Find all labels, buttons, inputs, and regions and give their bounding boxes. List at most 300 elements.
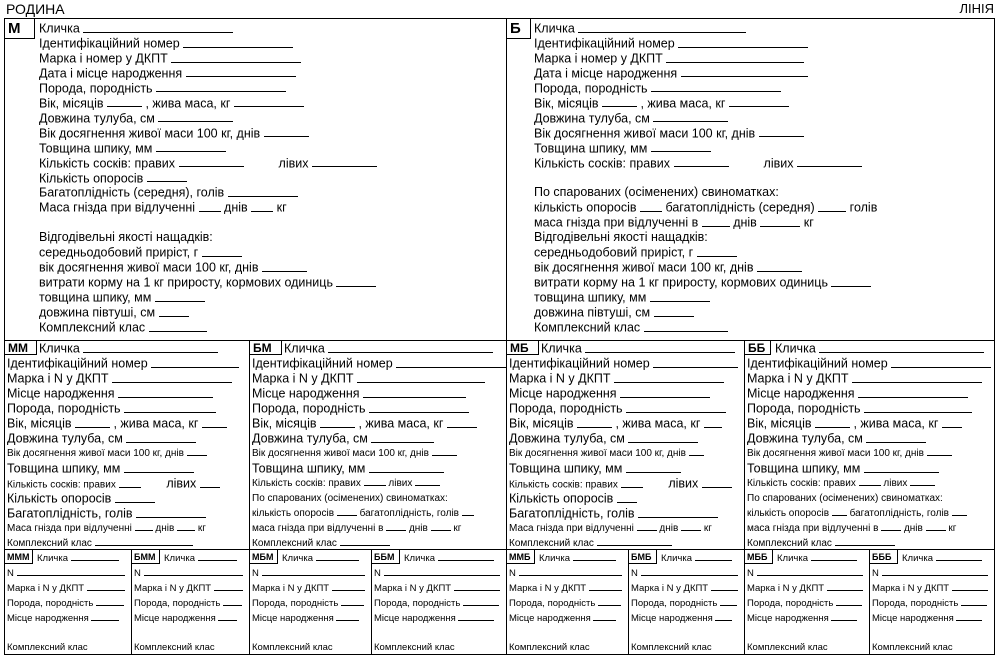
- field-label: Комплексний клас: [747, 642, 828, 653]
- field-label: , жива маса, кг: [853, 416, 939, 431]
- field-label: Кличка: [37, 553, 68, 565]
- fill-blank[interactable]: [96, 597, 124, 606]
- form-line: [509, 461, 681, 477]
- field-label: Товщина шпику, мм: [534, 141, 648, 156]
- fill-blank[interactable]: [864, 461, 939, 473]
- fill-blank[interactable]: [589, 582, 622, 591]
- fill-blank[interactable]: [177, 522, 195, 532]
- field-label: Довжина тулуба, см: [7, 431, 123, 446]
- form-line: [39, 245, 242, 261]
- fill-blank[interactable]: [135, 522, 153, 532]
- form-line: [509, 567, 622, 580]
- field-label: лівих: [388, 478, 413, 489]
- fill-blank[interactable]: [858, 386, 968, 398]
- section-small-2: [131, 549, 250, 655]
- fill-blank[interactable]: [151, 356, 239, 368]
- fill-blank[interactable]: [432, 447, 457, 457]
- field-label: Комплексний клас: [252, 538, 337, 549]
- form-line: [39, 156, 377, 172]
- form-line: [534, 275, 871, 291]
- fill-blank[interactable]: [341, 597, 364, 606]
- section-bb: [744, 340, 995, 550]
- fill-blank[interactable]: [650, 290, 710, 302]
- section-tag: МББ: [745, 550, 773, 564]
- field-label: Вік досягнення живої маси 100 кг, днів: [7, 448, 184, 459]
- fill-blank[interactable]: [363, 386, 466, 398]
- field-unit: кг: [703, 523, 712, 534]
- form-line: [404, 552, 494, 565]
- field-label: N: [872, 568, 879, 580]
- form-line: [661, 552, 732, 565]
- fill-blank[interactable]: [729, 96, 789, 108]
- fill-blank[interactable]: [214, 582, 243, 591]
- field-label: днів: [408, 523, 428, 534]
- fill-blank[interactable]: [156, 141, 226, 153]
- form-line: [252, 446, 457, 461]
- fill-blank[interactable]: [653, 356, 738, 368]
- fill-blank[interactable]: [927, 447, 952, 457]
- fill-blank[interactable]: [17, 567, 125, 576]
- field-label: днів: [224, 201, 248, 216]
- fill-blank[interactable]: [118, 386, 213, 398]
- fill-blank[interactable]: [369, 461, 444, 473]
- form-line: [902, 552, 982, 565]
- fill-blank[interactable]: [463, 597, 499, 606]
- field-label: товщина шпику, мм: [534, 290, 647, 305]
- field-label: Ідентифікаційний номер: [252, 356, 393, 371]
- field-label: Вік, місяців: [534, 96, 599, 111]
- fill-blank[interactable]: [320, 416, 355, 428]
- field-label: Місце народження: [747, 613, 829, 625]
- field-label: Порода, породність: [374, 598, 461, 610]
- section-small-3: [249, 549, 372, 655]
- fill-blank[interactable]: [651, 141, 711, 153]
- form-line: [631, 612, 732, 625]
- fill-blank[interactable]: [107, 96, 142, 108]
- form-line: [534, 230, 708, 245]
- field-label: Кількість опоросів: [7, 491, 112, 506]
- fill-blank[interactable]: [620, 386, 710, 398]
- fill-blank[interactable]: [364, 477, 386, 487]
- form-line: [252, 612, 359, 625]
- fill-blank[interactable]: [681, 522, 701, 532]
- field-label: Порода, породність: [7, 401, 121, 416]
- field-label: Марка і N у ДКПТ: [7, 371, 109, 386]
- form-line: [747, 416, 962, 432]
- field-label: , жива маса, кг: [358, 416, 444, 431]
- section-tag: ММ: [5, 341, 37, 355]
- section-mother: [4, 18, 507, 341]
- fill-blank[interactable]: [147, 171, 187, 183]
- fill-blank[interactable]: [711, 582, 738, 591]
- field-label: довжина півтуші, см: [39, 305, 156, 320]
- field-label: Порода, породність: [534, 81, 648, 96]
- field-label: N: [374, 568, 381, 580]
- fill-blank[interactable]: [644, 320, 728, 332]
- fill-blank[interactable]: [438, 552, 494, 561]
- fill-blank[interactable]: [328, 341, 493, 353]
- field-label: Кличка: [164, 553, 195, 565]
- fill-blank[interactable]: [626, 461, 681, 473]
- fill-blank[interactable]: [159, 305, 189, 317]
- fill-blank[interactable]: [83, 21, 233, 33]
- field-label: Порода, породність: [509, 598, 596, 610]
- form-line: [284, 341, 493, 357]
- fill-blank[interactable]: [578, 21, 746, 33]
- fill-blank[interactable]: [71, 552, 119, 561]
- fill-blank[interactable]: [337, 507, 357, 517]
- fill-blank[interactable]: [183, 36, 293, 48]
- form-line: [509, 491, 637, 507]
- form-line: [534, 320, 728, 336]
- field-label: маса гнізда при відлученні в: [534, 215, 699, 230]
- field-label: Кількість опоросів: [39, 171, 144, 186]
- fill-blank[interactable]: [454, 582, 500, 591]
- fill-blank[interactable]: [831, 275, 871, 287]
- fill-blank[interactable]: [124, 401, 216, 413]
- field-label: Багатоплідність, голів: [7, 506, 133, 521]
- fill-blank[interactable]: [336, 612, 359, 621]
- field-label: Марка і N у ДКПТ: [374, 583, 452, 595]
- fill-blank[interactable]: [910, 477, 935, 487]
- fill-blank[interactable]: [369, 401, 469, 413]
- field-label: Порода, породність: [631, 598, 718, 610]
- section-tag: ММБ: [507, 550, 535, 564]
- fill-blank[interactable]: [689, 447, 704, 457]
- fill-blank[interactable]: [431, 522, 451, 532]
- field-label: днів: [903, 523, 923, 534]
- fill-blank[interactable]: [926, 522, 946, 532]
- fill-blank[interactable]: [695, 552, 732, 561]
- form-line: [747, 401, 972, 417]
- fill-blank[interactable]: [87, 582, 125, 591]
- fill-blank[interactable]: [697, 245, 737, 257]
- form-line: [509, 446, 704, 461]
- fill-blank[interactable]: [202, 416, 227, 428]
- fill-blank[interactable]: [702, 215, 730, 227]
- field-label: Товщина шпику, мм: [509, 461, 623, 476]
- fill-blank[interactable]: [126, 431, 196, 443]
- fill-blank[interactable]: [144, 567, 243, 576]
- form-line: [534, 156, 862, 172]
- fill-blank[interactable]: [187, 447, 207, 457]
- fill-blank[interactable]: [704, 416, 722, 428]
- family-label: РОДИНА: [6, 1, 65, 17]
- fill-blank[interactable]: [264, 126, 309, 138]
- field-label: Кількість сосків: правих: [39, 156, 176, 171]
- section-tag: ББ: [745, 341, 771, 355]
- field-label: Кличка: [39, 21, 80, 36]
- fill-blank[interactable]: [136, 506, 206, 518]
- fill-blank[interactable]: [573, 552, 616, 561]
- fill-blank[interactable]: [827, 582, 863, 591]
- fill-blank[interactable]: [593, 612, 616, 621]
- fill-blank[interactable]: [115, 491, 155, 503]
- field-label: Місце народження: [631, 613, 713, 625]
- fill-blank[interactable]: [251, 200, 273, 212]
- field-unit: кг: [948, 523, 957, 534]
- fill-blank[interactable]: [336, 275, 376, 287]
- section-tag: БМ: [250, 341, 282, 355]
- fill-blank[interactable]: [156, 81, 286, 93]
- fill-blank[interactable]: [577, 416, 612, 428]
- fill-blank[interactable]: [674, 156, 729, 168]
- fill-blank[interactable]: [836, 597, 862, 606]
- fill-blank[interactable]: [881, 522, 901, 532]
- fill-blank[interactable]: [832, 507, 847, 517]
- field-label: Порода, породність: [747, 401, 861, 416]
- fill-blank[interactable]: [218, 612, 237, 621]
- fill-blank[interactable]: [654, 305, 694, 317]
- field-label: Довжина тулуба, см: [747, 431, 863, 446]
- fill-blank[interactable]: [720, 597, 737, 606]
- form-line: [509, 356, 738, 372]
- form-line: [134, 582, 243, 595]
- section-tag: ББМ: [372, 550, 400, 564]
- fill-blank[interactable]: [626, 401, 726, 413]
- fill-blank[interactable]: [458, 612, 494, 621]
- fill-blank[interactable]: [815, 416, 850, 428]
- field-label: Комплексний клас: [534, 320, 641, 335]
- form-line: [164, 552, 237, 565]
- fill-blank[interactable]: [112, 371, 232, 383]
- field-label: Ідентифікаційний номер: [7, 356, 148, 371]
- fill-blank[interactable]: [641, 567, 738, 576]
- fill-blank[interactable]: [332, 582, 365, 591]
- form-line: [747, 506, 967, 521]
- field-label: Марка і номер у ДКПТ: [534, 51, 663, 66]
- fill-blank[interactable]: [961, 597, 987, 606]
- form-line: [631, 597, 737, 610]
- field-label: Комплексний клас: [747, 538, 832, 549]
- field-label: Кількість сосків: правих: [747, 478, 856, 489]
- fill-blank[interactable]: [585, 341, 735, 353]
- fill-blank[interactable]: [199, 200, 221, 212]
- field-label: Товщина шпику, мм: [747, 461, 861, 476]
- fill-blank[interactable]: [149, 320, 207, 332]
- fill-blank[interactable]: [702, 476, 732, 488]
- fill-blank[interactable]: [819, 341, 984, 353]
- fill-blank[interactable]: [818, 200, 846, 212]
- field-label: кількість опоросів: [534, 201, 637, 216]
- form-line: [39, 51, 301, 67]
- field-label: лівих: [763, 156, 794, 171]
- form-line: [747, 431, 926, 447]
- fill-blank[interactable]: [866, 431, 926, 443]
- fill-blank[interactable]: [223, 597, 242, 606]
- fill-blank[interactable]: [155, 290, 205, 302]
- fill-blank[interactable]: [262, 567, 365, 576]
- field-label: Порода, породність: [872, 598, 959, 610]
- field-label: багатоплідність (середня): [665, 201, 815, 216]
- form-line: [7, 416, 227, 432]
- fill-blank[interactable]: [678, 36, 808, 48]
- fill-blank[interactable]: [956, 612, 982, 621]
- fill-blank[interactable]: [952, 507, 967, 517]
- fill-blank[interactable]: [186, 66, 296, 78]
- field-label: Місце народження: [252, 386, 360, 401]
- section-tag: МБМ: [250, 550, 278, 564]
- field-unit: голів: [849, 201, 878, 216]
- fill-blank[interactable]: [179, 156, 244, 168]
- form-line: [539, 552, 616, 565]
- form-line: [374, 612, 494, 625]
- fill-blank[interactable]: [640, 200, 662, 212]
- fill-blank[interactable]: [371, 431, 434, 443]
- form-line: [509, 597, 621, 610]
- field-label: Місце народження: [7, 386, 115, 401]
- fill-blank[interactable]: [158, 111, 233, 123]
- fill-blank[interactable]: [614, 371, 724, 383]
- fill-blank[interactable]: [638, 506, 718, 518]
- fill-blank[interactable]: [357, 371, 485, 383]
- field-label: Кличка: [902, 553, 933, 565]
- fill-blank[interactable]: [198, 552, 237, 561]
- fill-blank[interactable]: [91, 612, 119, 621]
- form-line: [534, 260, 802, 276]
- fill-blank[interactable]: [797, 156, 862, 168]
- fill-blank[interactable]: [942, 416, 962, 428]
- form-line: [7, 536, 193, 550]
- fill-blank[interactable]: [666, 51, 804, 63]
- fill-blank[interactable]: [759, 126, 804, 138]
- form-line: [7, 612, 119, 625]
- fill-blank[interactable]: [952, 582, 988, 591]
- field-label: витрати корму на 1 кг приросту, кормових одиниць: [534, 275, 828, 290]
- fill-blank[interactable]: [415, 477, 440, 487]
- form-line: [509, 521, 712, 536]
- fill-blank[interactable]: [936, 552, 982, 561]
- form-line: [39, 275, 376, 291]
- form-line: [252, 401, 469, 417]
- fill-blank[interactable]: [384, 567, 500, 576]
- form-line: [872, 567, 988, 580]
- field-label: Кількість сосків: правих: [252, 478, 361, 489]
- form-line: [534, 215, 814, 231]
- fill-blank[interactable]: [119, 476, 141, 488]
- fill-blank[interactable]: [757, 567, 863, 576]
- field-label: Марка і N у ДКПТ: [631, 583, 709, 595]
- form-line: [777, 552, 857, 565]
- form-line: [534, 21, 746, 37]
- fill-blank[interactable]: [598, 597, 621, 606]
- form-line: [374, 567, 500, 580]
- fill-blank[interactable]: [835, 537, 895, 547]
- field-label: днів: [733, 215, 757, 230]
- field-label: середньодобовий приріст, г: [534, 245, 694, 260]
- field-label: Ідентифікаційний номер: [747, 356, 888, 371]
- fill-blank[interactable]: [316, 552, 359, 561]
- field-label: Дата і місце народження: [39, 66, 183, 81]
- form-line: [7, 356, 239, 372]
- fill-blank[interactable]: [859, 477, 881, 487]
- fill-blank[interactable]: [75, 416, 110, 428]
- field-label: Кличка: [39, 341, 80, 356]
- fill-blank[interactable]: [864, 401, 972, 413]
- fill-blank[interactable]: [760, 215, 800, 227]
- fill-blank[interactable]: [597, 537, 672, 547]
- fill-blank[interactable]: [757, 260, 802, 272]
- fill-blank[interactable]: [386, 522, 406, 532]
- field-label: Кількість сосків: правих: [7, 479, 116, 491]
- field-label: Марка і N у ДКПТ: [872, 583, 950, 595]
- fill-blank[interactable]: [653, 111, 728, 123]
- field-label: Вік, місяців: [747, 416, 812, 431]
- form-line: [134, 612, 237, 625]
- fill-blank[interactable]: [617, 491, 637, 503]
- fill-blank[interactable]: [262, 260, 307, 272]
- form-line: [747, 461, 939, 477]
- form-line: [7, 582, 125, 595]
- field-label: Довжина тулуба, см: [252, 431, 368, 446]
- form-line: [534, 66, 808, 82]
- fill-blank[interactable]: [681, 66, 808, 78]
- form-line: [631, 567, 738, 580]
- fill-blank[interactable]: [831, 612, 857, 621]
- form-line: [39, 141, 226, 157]
- fill-blank[interactable]: [447, 416, 477, 428]
- form-line: [7, 642, 88, 654]
- fill-blank[interactable]: [519, 567, 622, 576]
- form-line: [7, 431, 196, 447]
- field-label: Марка і N у ДКПТ: [252, 371, 354, 386]
- field-label: кількість опоросів: [747, 508, 830, 519]
- fill-blank[interactable]: [651, 81, 781, 93]
- form-line: [374, 597, 499, 610]
- fill-blank[interactable]: [312, 156, 377, 168]
- fill-blank[interactable]: [891, 356, 991, 368]
- section-tag: Б: [507, 19, 531, 39]
- fill-blank[interactable]: [340, 537, 390, 547]
- fill-blank[interactable]: [95, 537, 193, 547]
- form-line: [7, 491, 155, 507]
- section-small-5: [506, 549, 629, 655]
- fill-blank[interactable]: [852, 371, 982, 383]
- field-label: Довжина тулуба, см: [534, 111, 650, 126]
- form-line: [39, 200, 287, 216]
- field-label: Місце народження: [509, 613, 591, 625]
- fill-blank[interactable]: [621, 476, 643, 488]
- fill-blank[interactable]: [715, 612, 732, 621]
- fill-blank[interactable]: [462, 507, 474, 517]
- fill-blank[interactable]: [200, 476, 220, 488]
- fill-blank[interactable]: [228, 185, 298, 197]
- form-line: [7, 461, 194, 477]
- fill-blank[interactable]: [602, 96, 637, 108]
- fill-blank[interactable]: [811, 552, 857, 561]
- fill-blank[interactable]: [124, 461, 194, 473]
- section-father: [506, 18, 995, 341]
- field-label: Вік досягнення живої маси 100 кг, днів: [747, 448, 924, 459]
- form-line: [534, 36, 808, 52]
- section-small-7: [744, 549, 870, 655]
- form-line: [872, 582, 988, 595]
- fill-blank[interactable]: [202, 245, 242, 257]
- fill-blank[interactable]: [83, 341, 218, 353]
- form-line: [534, 200, 877, 216]
- form-line: [747, 521, 956, 536]
- fill-blank[interactable]: [396, 356, 506, 368]
- form-line: [374, 642, 455, 654]
- fill-blank[interactable]: [171, 51, 301, 63]
- field-label: Вік, місяців: [252, 416, 317, 431]
- fill-blank[interactable]: [234, 96, 304, 108]
- fill-blank[interactable]: [882, 567, 988, 576]
- section-tag: БББ: [870, 550, 898, 564]
- fill-blank[interactable]: [637, 522, 657, 532]
- fill-blank[interactable]: [628, 431, 698, 443]
- field-label: Порода, породність: [747, 598, 834, 610]
